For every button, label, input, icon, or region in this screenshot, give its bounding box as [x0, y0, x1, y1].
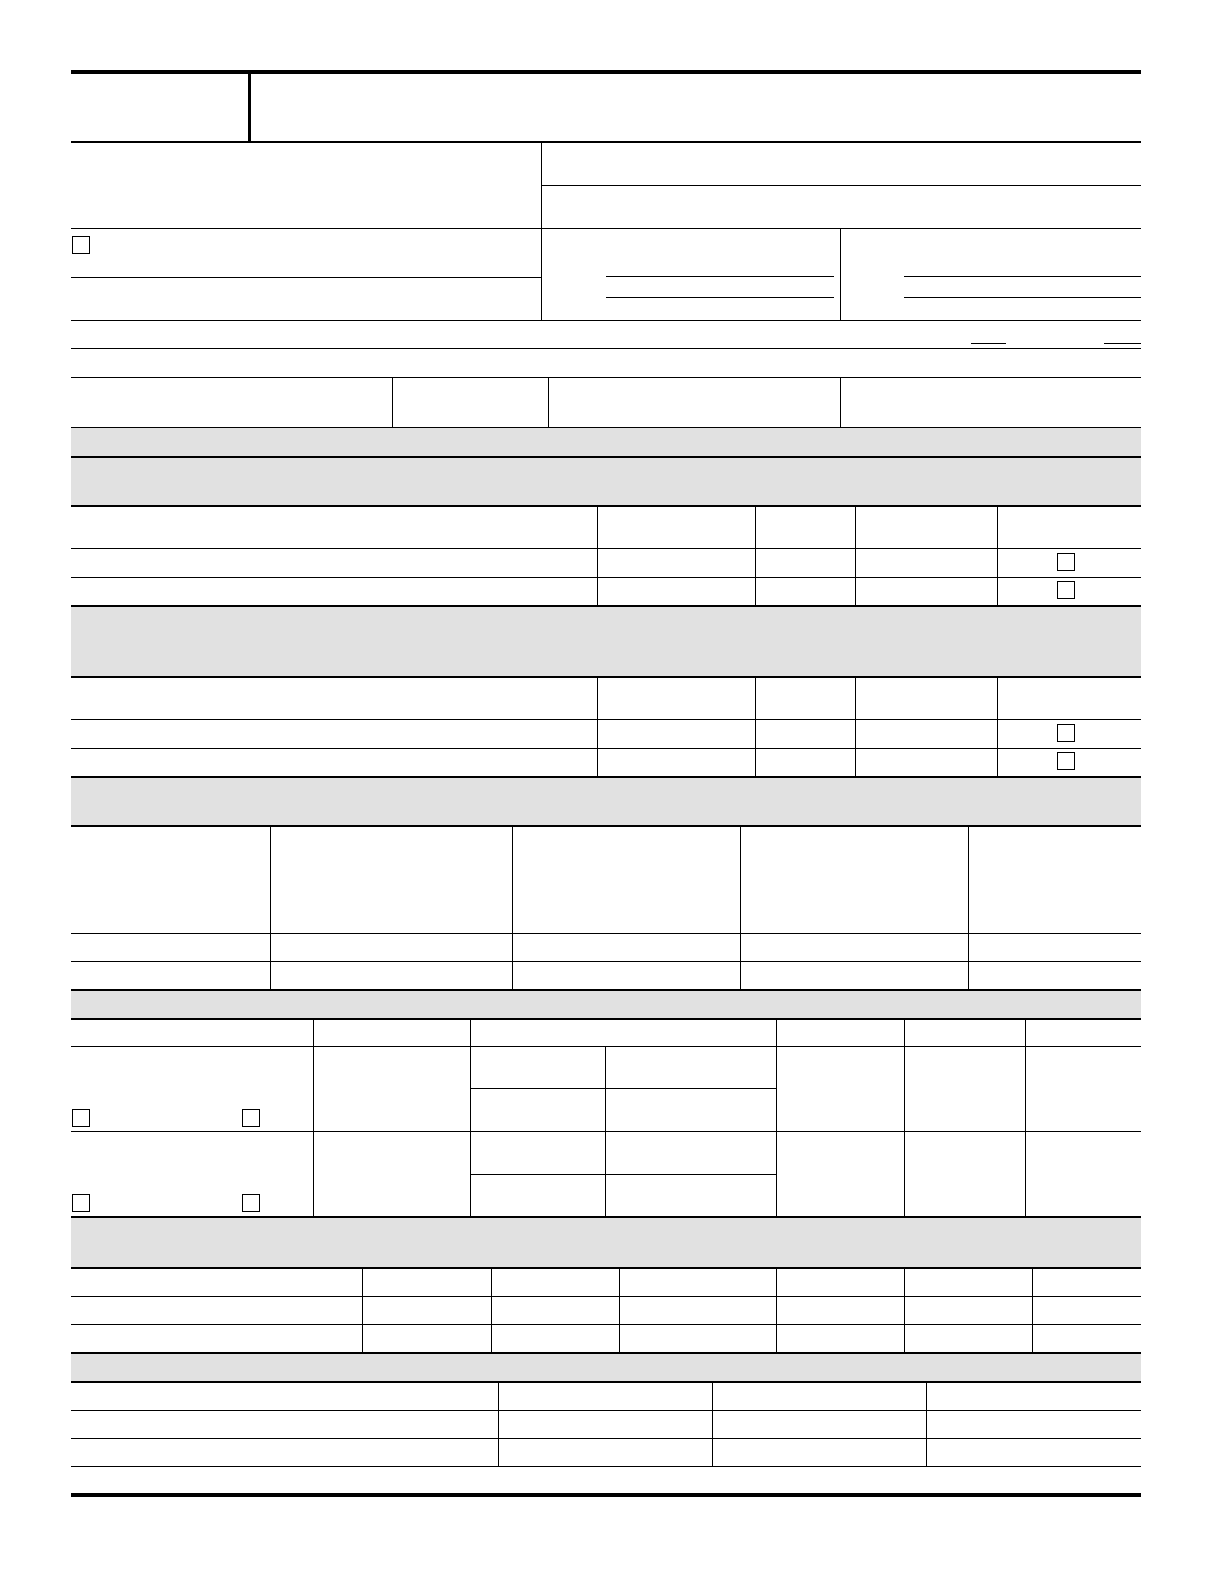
form-number-box [71, 74, 248, 141]
row-checkbox[interactable] [1057, 752, 1075, 770]
address-line-2-field[interactable] [542, 186, 1145, 230]
col-div [362, 1269, 363, 1352]
section-header [71, 427, 1141, 456]
id-rule-4 [71, 320, 1141, 321]
option-checkbox[interactable] [242, 1194, 260, 1212]
info-div-1 [392, 377, 393, 427]
col-div [997, 507, 998, 605]
id-divider-2 [840, 229, 841, 321]
option-checkbox[interactable] [72, 1194, 90, 1212]
name-field[interactable] [71, 143, 545, 230]
section-header [71, 1354, 1141, 1381]
col-div [498, 1383, 499, 1466]
address-line-1-field[interactable] [542, 143, 1145, 187]
col-div [313, 1020, 314, 1216]
col-div [904, 1269, 905, 1352]
section-rule [71, 1381, 1141, 1383]
section-header [71, 458, 1141, 505]
header-divider [248, 74, 251, 141]
sub-row-rule [470, 1088, 776, 1089]
section-header [71, 991, 1141, 1018]
row-checkbox[interactable] [1057, 553, 1075, 571]
col-div [904, 1020, 905, 1216]
section-rule [71, 1018, 1141, 1020]
col-div [1032, 1269, 1033, 1352]
row-rule [71, 1410, 1141, 1411]
col-div [997, 678, 998, 776]
row-rule [71, 548, 1141, 549]
row-rule [71, 961, 1141, 962]
row-rule [71, 933, 1141, 934]
row-rule [71, 1046, 1141, 1047]
col-div [512, 827, 513, 989]
row-checkbox[interactable] [1057, 581, 1075, 599]
col-div [270, 827, 271, 989]
row-rule [71, 1296, 1141, 1297]
col-div [776, 1269, 777, 1352]
short-blank[interactable] [971, 343, 1006, 344]
form-title-box [252, 74, 1141, 141]
short-blank[interactable] [1104, 343, 1141, 344]
row-rule [71, 719, 1141, 720]
checkbox[interactable] [72, 236, 90, 254]
section-rule [71, 427, 1141, 428]
row-rule [71, 1131, 1141, 1132]
id-rule-6 [71, 377, 1141, 378]
id-rule-5 [71, 348, 1141, 349]
blank-line[interactable] [606, 276, 834, 277]
bottom-border [71, 1493, 1141, 1497]
section-header [71, 607, 1141, 676]
section-header [71, 1218, 1141, 1267]
col-div [712, 1383, 713, 1466]
row-rule [71, 1324, 1141, 1325]
blank-line[interactable] [904, 276, 1141, 277]
col-div [491, 1269, 492, 1352]
col-div [619, 1269, 620, 1352]
row-rule [71, 577, 1141, 578]
blank-line[interactable] [606, 297, 834, 298]
col-div [776, 1020, 777, 1216]
col-div [1025, 1020, 1026, 1216]
blank-line[interactable] [904, 297, 1141, 298]
col-div [926, 1383, 927, 1466]
col-div [968, 827, 969, 989]
option-checkbox[interactable] [72, 1109, 90, 1127]
row-rule [71, 1438, 1141, 1439]
row-rule [71, 1466, 1141, 1467]
col-div [597, 507, 598, 605]
col-div [755, 678, 756, 776]
blank-form-page [71, 0, 1141, 1585]
col-div [605, 1047, 606, 1216]
sub-row-rule [470, 1174, 776, 1175]
section-rule [71, 676, 1141, 678]
row-checkbox[interactable] [1057, 724, 1075, 742]
col-div [855, 678, 856, 776]
section-rule [71, 825, 1141, 827]
section-rule [71, 1267, 1141, 1269]
row-rule [71, 748, 1141, 749]
section-header [71, 778, 1141, 825]
col-div [597, 678, 598, 776]
option-checkbox[interactable] [242, 1109, 260, 1127]
section-rule [71, 505, 1141, 507]
id-rule-3 [71, 277, 541, 278]
col-div [855, 507, 856, 605]
col-div [470, 1020, 471, 1216]
info-div-2 [548, 377, 549, 427]
info-div-3 [840, 377, 841, 427]
col-div [755, 507, 756, 605]
col-div [740, 827, 741, 989]
